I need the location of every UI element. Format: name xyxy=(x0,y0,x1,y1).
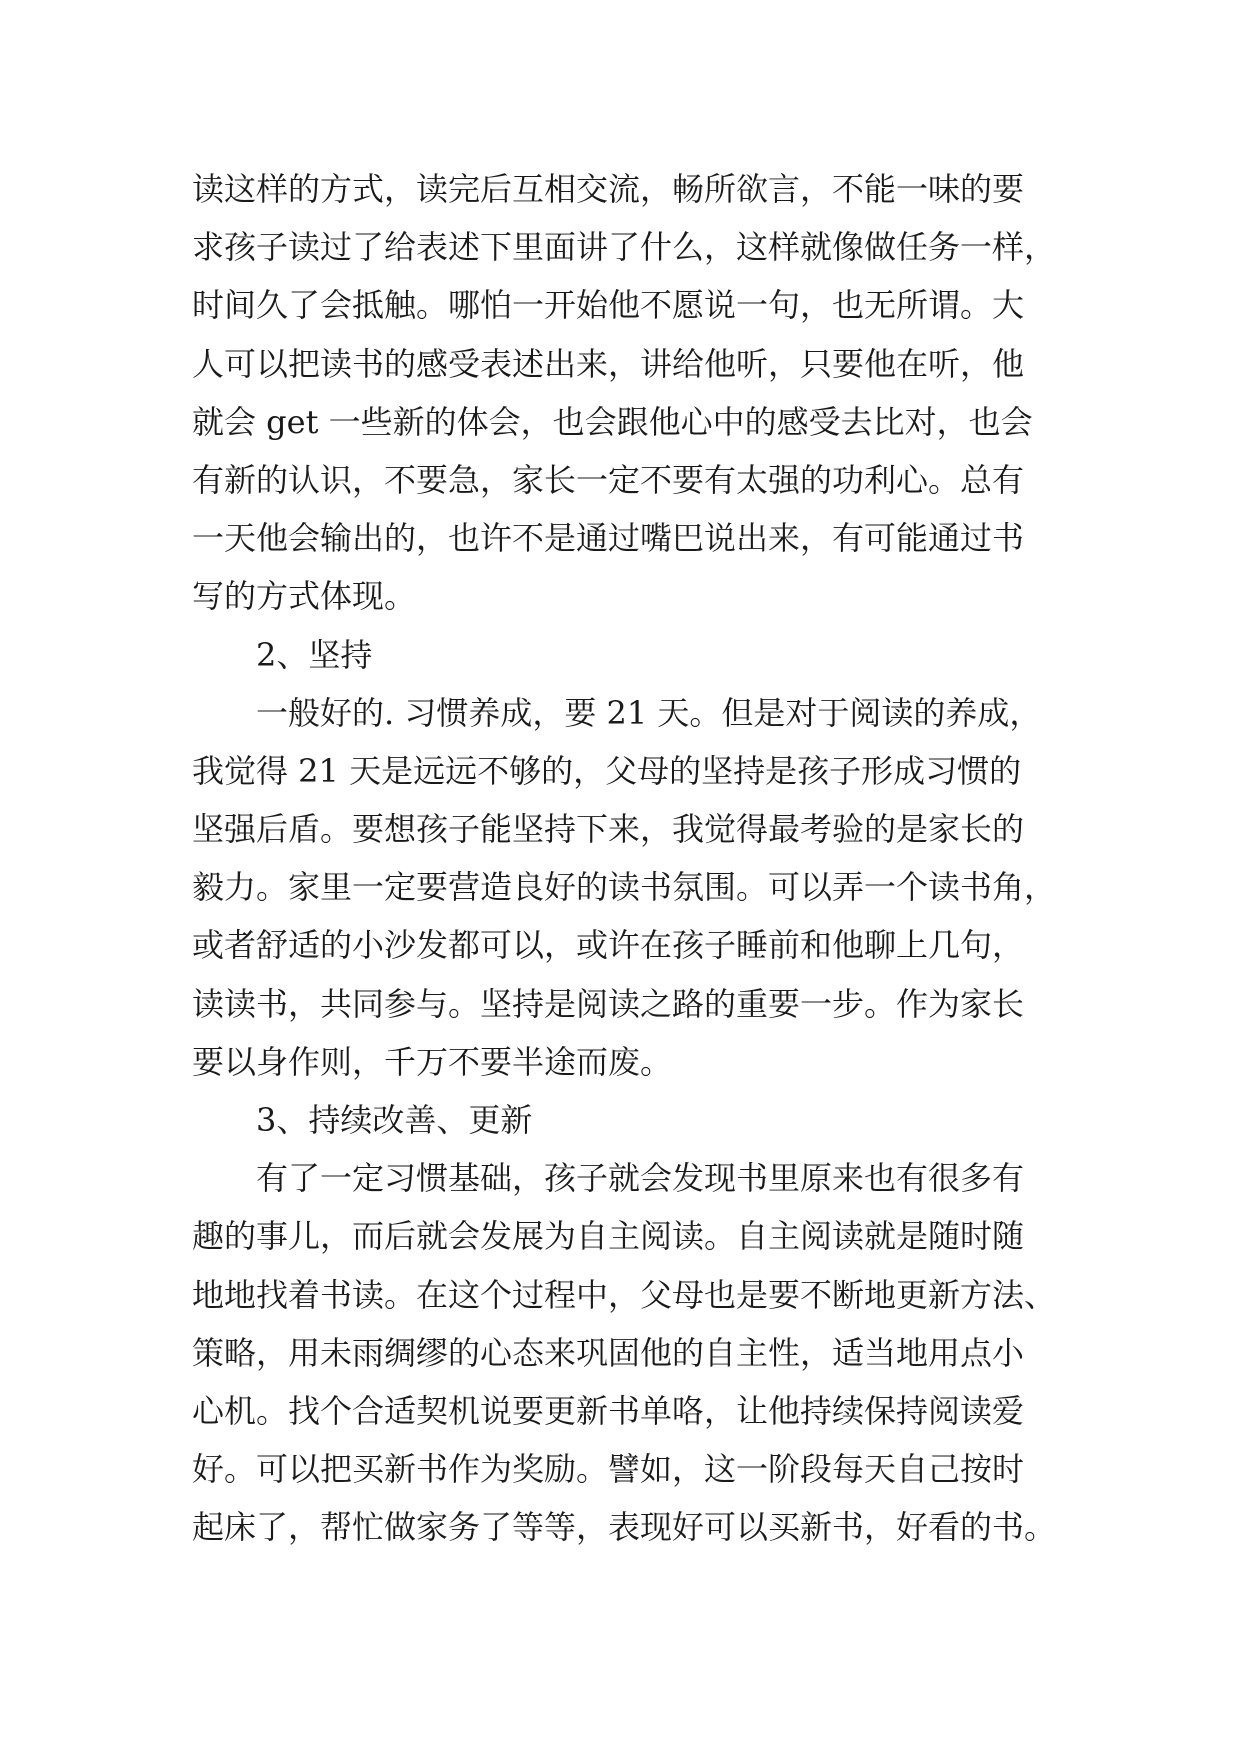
paragraph-line: 地地找着书读。在这个过程中，父母也是要不断地更新方法、 xyxy=(192,1275,1057,1314)
paragraph-line: 时间久了会抵触。哪怕一开始他不愿说一句，也无所谓。大 xyxy=(192,286,1025,325)
paragraph-line: 或者舒适的小沙发都可以，或许在孩子睡前和他聊上几句， xyxy=(192,926,1025,965)
paragraph-line: 趣的事儿，而后就会发展为自主阅读。自主阅读就是随时随 xyxy=(192,1217,1025,1256)
paragraph-line: 坚强后盾。要想孩子能坚持下来，我觉得最考验的是家长的 xyxy=(192,810,1025,849)
paragraph-line: 人可以把读书的感受表述出来，讲给他听，只要他在听，他 xyxy=(192,344,1025,383)
paragraph-line: 读这样的方式，读完后互相交流，畅所欲言，不能一味的要 xyxy=(192,170,1025,208)
paragraph-line: 有新的认识，不要急，家长一定不要有太强的功利心。总有 xyxy=(192,460,1025,499)
article-body xyxy=(192,160,1092,1557)
paragraph-line: 心机。找个合适契机说要更新书单咯，让他持续保持阅读爱 xyxy=(192,1391,1025,1430)
paragraph-line: 要以身作则，千万不要半途而废。 xyxy=(192,1042,673,1081)
section-heading: 2、坚持 xyxy=(256,635,373,674)
paragraph-line: 求孩子读过了给表述下里面讲了什么，这样就像做任务一样， xyxy=(192,228,1057,267)
paragraph-line: 读读书，共同参与。坚持是阅读之路的重要一步。作为家长 xyxy=(192,984,1025,1023)
paragraph-line: 毅力。家里一定要营造良好的读书氛围。可以弄一个读书角， xyxy=(192,868,1057,907)
section-heading: 3、持续改善、更新 xyxy=(256,1101,533,1139)
paragraph-line: 我觉得 21 天是远远不够的，父母的坚持是孩子形成习惯的 xyxy=(192,751,1022,790)
paragraph-line: 就会 get 一些新的体会，也会跟他心中的感受去比对，也会 xyxy=(192,402,1033,441)
paragraph-line: 策略，用未雨绸缪的心态来巩固他的自主性，适当地用点小 xyxy=(192,1333,1025,1372)
paragraph-line: 写的方式体现。 xyxy=(192,577,417,616)
paragraph-line: 好。可以把买新书作为奖励。譬如，这一阶段每天自己按时 xyxy=(192,1450,1025,1489)
paragraph-line: 起床了，帮忙做家务了等等，表现好可以买新书，好看的书。 xyxy=(192,1508,1057,1547)
paragraph-line: 一天他会输出的，也许不是通过嘴巴说出来，有可能通过书 xyxy=(192,519,1025,558)
paragraph-line: 一般好的. 习惯养成，要 21 天。但是对于阅读的养成， xyxy=(256,693,1042,732)
paragraph-line: 有了一定习惯基础，孩子就会发现书里原来也有很多有 xyxy=(256,1159,1025,1198)
